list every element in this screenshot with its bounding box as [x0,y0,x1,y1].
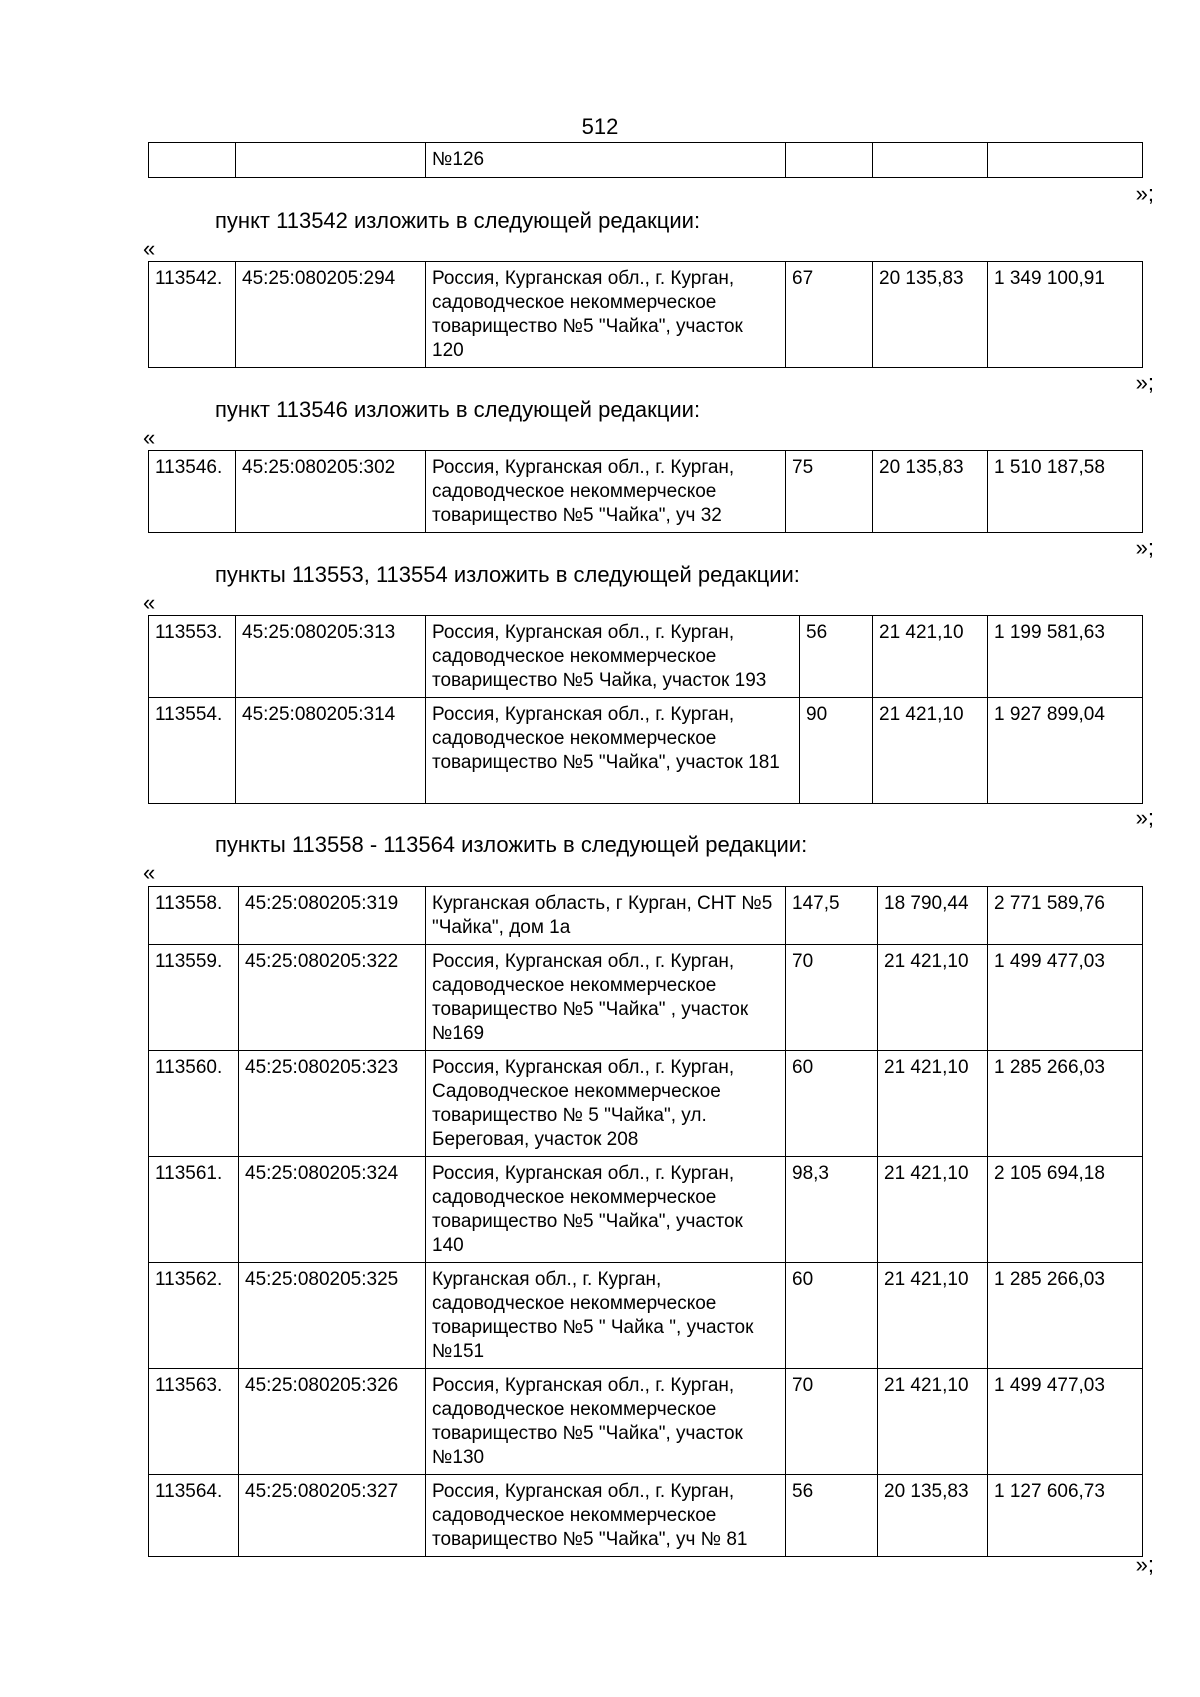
cell-address: Россия, Курганская обл., г. Курган, садоводческое некоммерческое товарищество №5 "Чайка", участок 181 [426,698,800,804]
close-quote: »; [1135,370,1154,395]
cell-number [149,143,236,178]
close-quote: »; [1135,181,1154,206]
cell-price: 21 421,10 [878,945,988,1051]
cell-cadastral: 45:25:080205:313 [236,616,426,698]
cell-number: 113558. [149,887,239,945]
cell-price: 20 135,83 [878,1475,988,1557]
top-fragment-table [148,142,1143,178]
cell-price: 20 135,83 [873,262,988,368]
cell-area: 60 [786,1051,878,1157]
section-table [148,615,1143,804]
cell-address: Россия, Курганская обл., г. Курган, садоводческое некоммерческое товарищество №5 "Чайка", уч 32 [426,451,786,533]
cell-address: №126 [426,143,786,178]
cell-value: 1 510 187,58 [988,451,1143,533]
cell-number: 113553. [149,616,236,698]
table-row [149,1369,1143,1475]
cell-price [873,143,988,178]
cell-value: 1 499 477,03 [988,1369,1143,1475]
section-table [148,886,1143,1557]
close-quote: »; [1135,1552,1154,1577]
cell-number: 113546. [149,451,236,533]
cell-area [786,143,873,178]
cell-cadastral: 45:25:080205:324 [239,1157,426,1263]
cell-number: 113561. [149,1157,239,1263]
cell-cadastral: 45:25:080205:294 [236,262,426,368]
open-quote: « [143,590,156,615]
cell-price: 21 421,10 [878,1051,988,1157]
cell-address: Россия, Курганская обл., г. Курган, садоводческое некоммерческое товарищество №5 "Чайка", уч № 81 [426,1475,786,1557]
cell-value: 2 105 694,18 [988,1157,1143,1263]
cell-area: 75 [786,451,873,533]
cell-value: 1 199 581,63 [988,616,1143,698]
cell-area: 56 [800,616,873,698]
cell-number: 113562. [149,1263,239,1369]
cell-address: Россия, Курганская обл., г. Курган, садоводческое некоммерческое товарищество №5 "Чайка", участок 120 [426,262,786,368]
cell-cadastral: 45:25:080205:302 [236,451,426,533]
cell-price: 21 421,10 [878,1263,988,1369]
cell-value: 1 127 606,73 [988,1475,1143,1557]
open-quote: « [143,425,156,450]
cell-area: 70 [786,1369,878,1475]
cell-area: 147,5 [786,887,878,945]
open-quote: « [143,860,156,885]
cell-address: Россия, Курганская обл., г. Курган, садоводческое некоммерческое товарищество №5 "Чайка" , участок №169 [426,945,786,1051]
cell-cadastral: 45:25:080205:322 [239,945,426,1051]
cell-area: 90 [800,698,873,804]
close-quote: »; [1135,805,1154,830]
table-row [149,262,1143,368]
cell-address: Россия, Курганская обл., г. Курган, Садоводческое некоммерческое товарищество № 5 "Чайка", ул. Береговая, участок 208 [426,1051,786,1157]
cell-cadastral: 45:25:080205:314 [236,698,426,804]
table-row [149,698,1143,804]
cell-area: 70 [786,945,878,1051]
cell-address: Россия, Курганская обл., г. Курган, садоводческое некоммерческое товарищество №5 Чайка, участок 193 [426,616,800,698]
cell-number: 113559. [149,945,239,1051]
cell-value: 1 499 477,03 [988,945,1143,1051]
cell-price: 18 790,44 [878,887,988,945]
section-heading: пункт 113546 изложить в следующей редакции: [215,397,701,422]
section-heading: пункты 113553, 113554 изложить в следующей редакции: [215,562,800,587]
cell-area: 56 [786,1475,878,1557]
cell-value: 1 285 266,03 [988,1051,1143,1157]
cell-value: 1 285 266,03 [988,1263,1143,1369]
cell-area: 67 [786,262,873,368]
section-table [148,450,1143,533]
close-quote: »; [1135,535,1154,560]
cell-cadastral: 45:25:080205:323 [239,1051,426,1157]
cell-cadastral: 45:25:080205:319 [239,887,426,945]
table-row [149,616,1143,698]
cell-address: Россия, Курганская обл., г. Курган, садоводческое некоммерческое товарищество №5 "Чайка", участок №130 [426,1369,786,1475]
cell-value: 1 349 100,91 [988,262,1143,368]
cell-cadastral: 45:25:080205:325 [239,1263,426,1369]
cell-number: 113542. [149,262,236,368]
cell-price: 21 421,10 [878,1369,988,1475]
section-heading: пункты 113558 - 113564 изложить в следующей редакции: [215,832,808,857]
cell-value: 2 771 589,76 [988,887,1143,945]
section-table [148,261,1143,368]
cell-cadastral [236,143,426,178]
cell-number: 113563. [149,1369,239,1475]
cell-number: 113564. [149,1475,239,1557]
cell-number: 113554. [149,698,236,804]
table-row [149,887,1143,945]
cell-area: 60 [786,1263,878,1369]
cell-value [988,143,1143,178]
cell-address: Курганская область, г Курган, СНТ №5 "Чайка", дом 1а [426,887,786,945]
table-row [149,945,1143,1051]
cell-value: 1 927 899,04 [988,698,1143,804]
table-row [149,1157,1143,1263]
cell-price: 21 421,10 [878,1157,988,1263]
cell-address: Россия, Курганская обл., г. Курган, садоводческое некоммерческое товарищество №5 "Чайка", участок 140 [426,1157,786,1263]
table-row [149,143,1143,178]
page-number: 512 [581,114,619,139]
cell-price: 21 421,10 [873,616,988,698]
table-row [149,451,1143,533]
cell-number: 113560. [149,1051,239,1157]
cell-address: Курганская обл., г. Курган, садоводческое некоммерческое товарищество №5 " Чайка ", участок №151 [426,1263,786,1369]
open-quote: « [143,236,156,261]
cell-area: 98,3 [786,1157,878,1263]
cell-cadastral: 45:25:080205:327 [239,1475,426,1557]
table-row [149,1475,1143,1557]
cell-price: 21 421,10 [873,698,988,804]
cell-cadastral: 45:25:080205:326 [239,1369,426,1475]
table-row [149,1263,1143,1369]
table-row [149,1051,1143,1157]
section-heading: пункт 113542 изложить в следующей редакции: [215,208,701,233]
cell-price: 20 135,83 [873,451,988,533]
